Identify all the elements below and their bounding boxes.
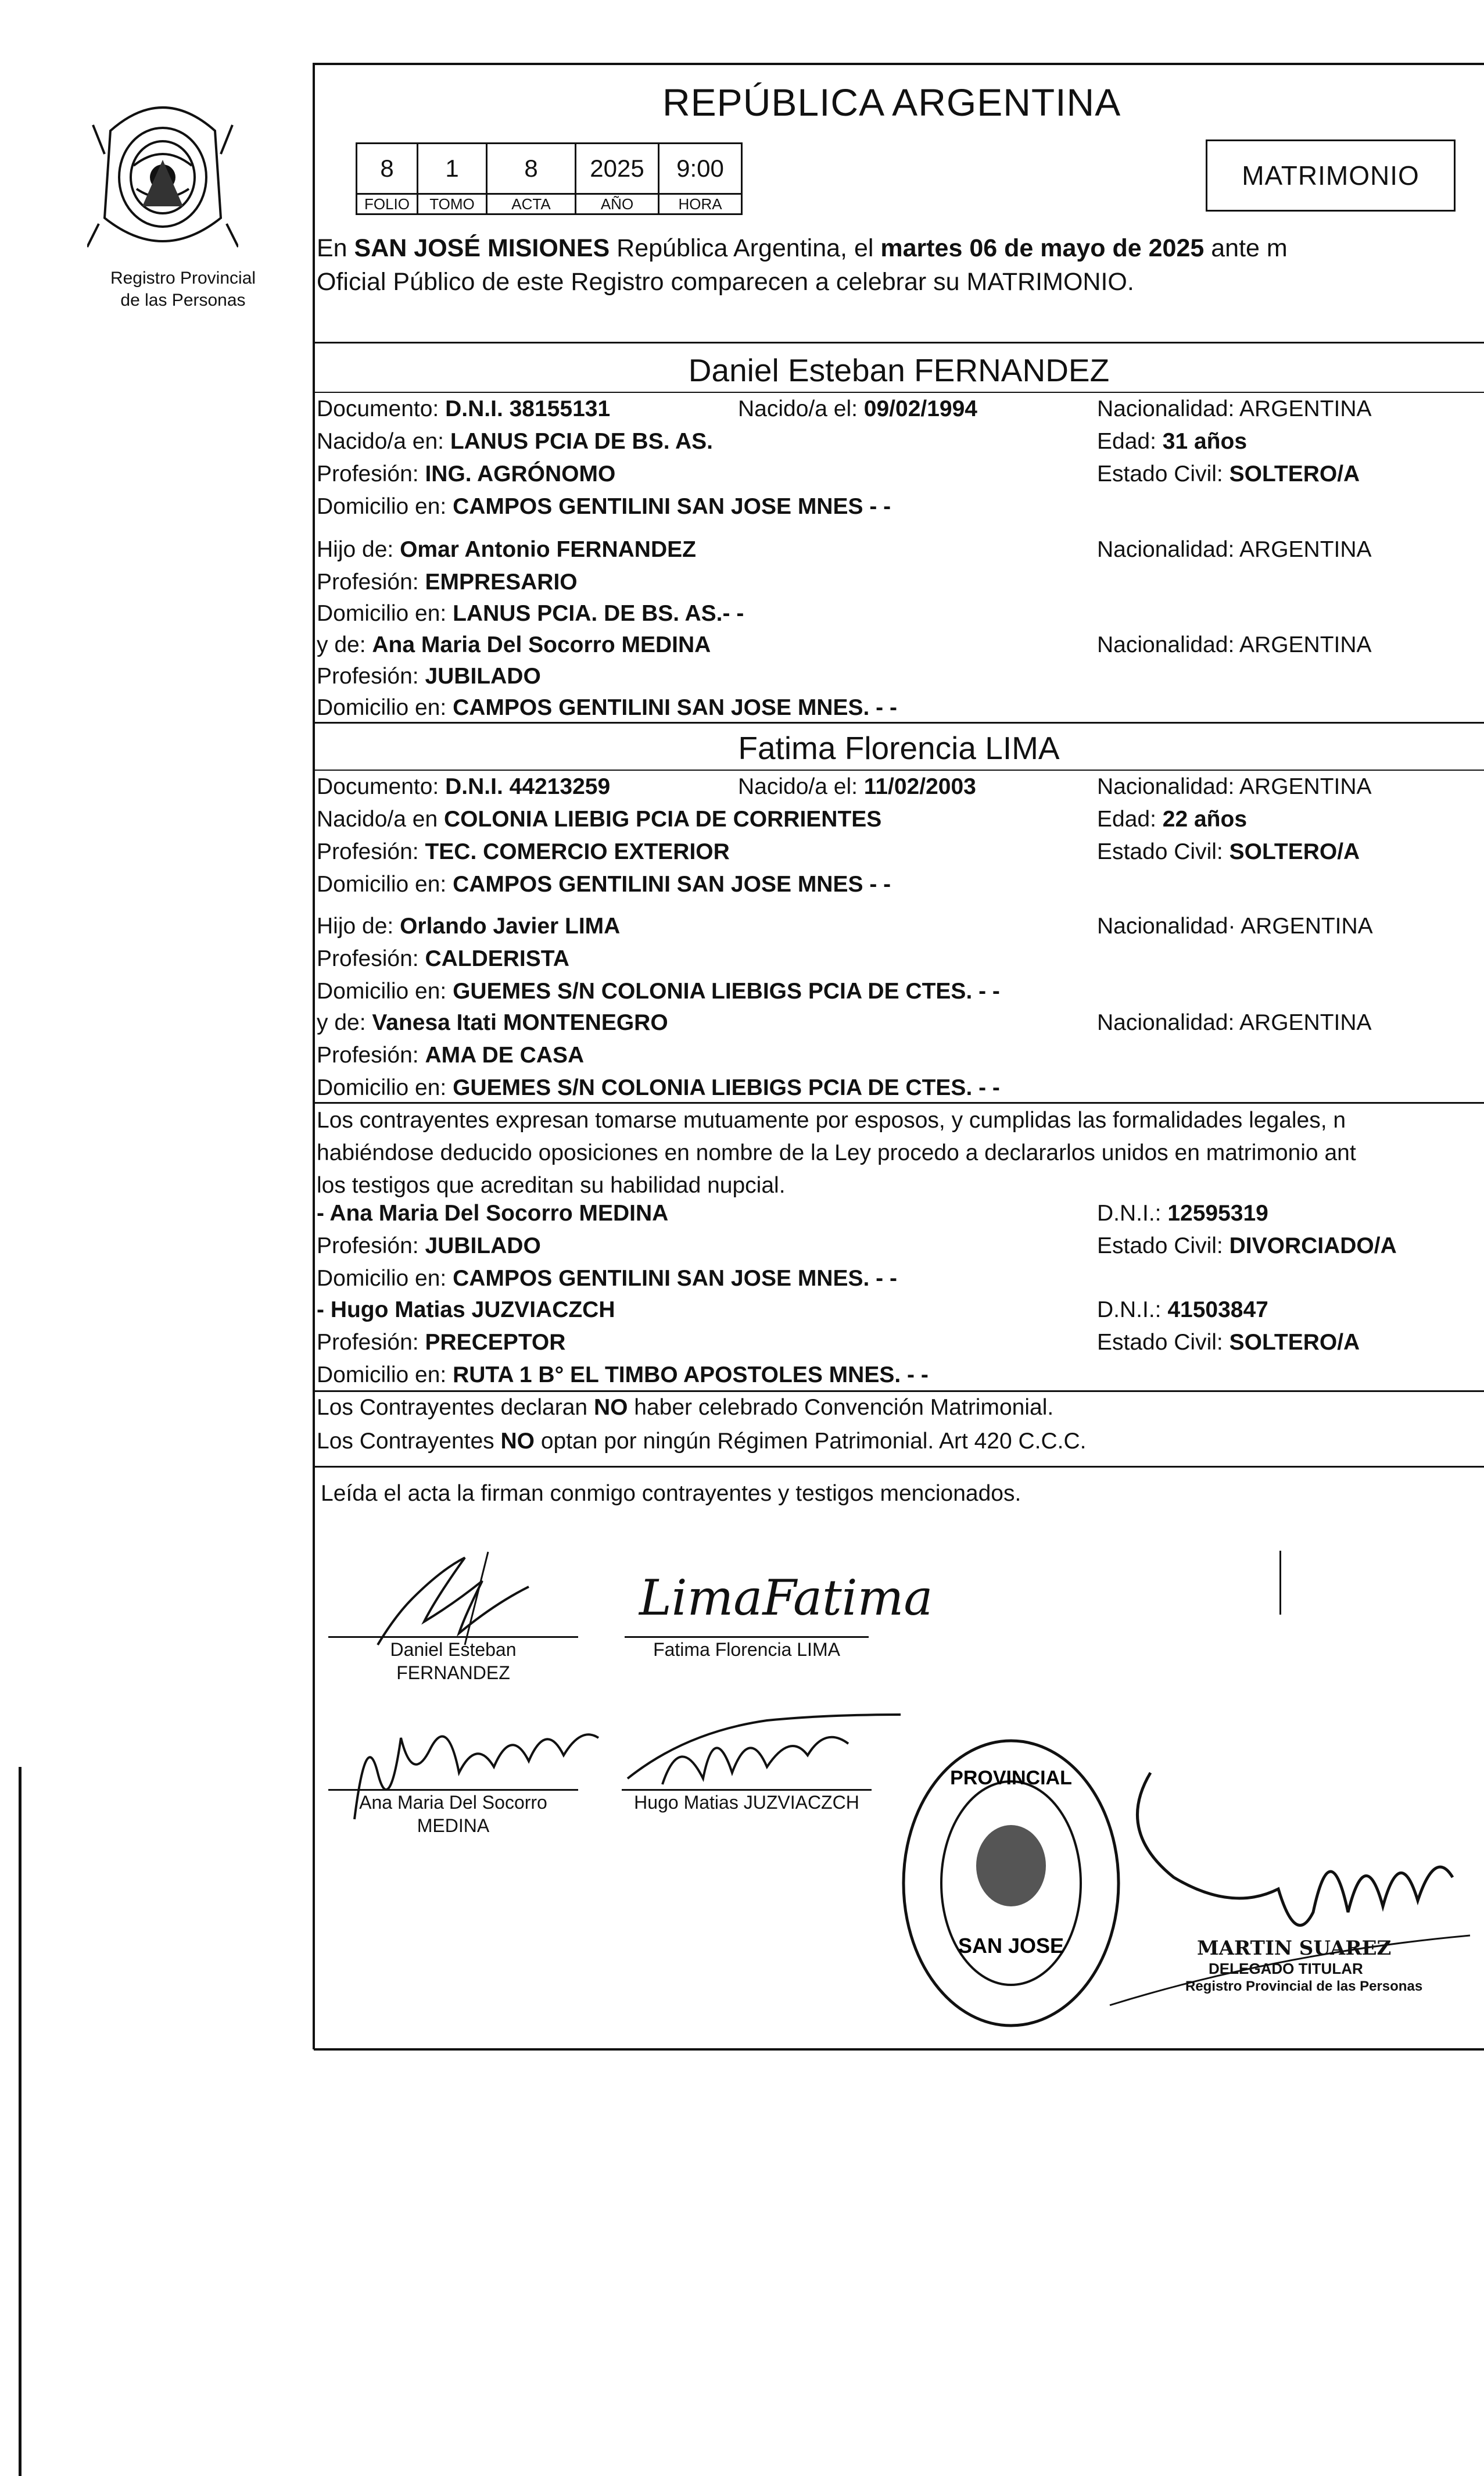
divider-header (314, 342, 1484, 344)
bride-father-address: Domicilio en: GUEMES S/N COLONIA LIEBIGS PCIA DE CTES. - - (317, 979, 1000, 1004)
bride-document: Documento: D.N.I. 44213259 (317, 774, 611, 799)
divider-regime (314, 1466, 1484, 1468)
intro-date: martes 06 de mayo de 2025 (880, 234, 1205, 262)
bride-birthplace: Nacido/a en COLONIA LIEBIG PCIA DE CORRIENTES (317, 807, 882, 832)
bride-father-profession: Profesión: CALDERISTA (317, 946, 569, 971)
bride-father-nationality: Nacionalidad· ARGENTINA (1097, 914, 1373, 939)
intro-place: SAN JOSÉ MISIONES (354, 234, 610, 262)
bride-signature-label: Fatima Florencia LIMA (653, 1639, 840, 1660)
divider-witnesses (314, 1390, 1484, 1392)
divider-groom-name (314, 392, 1484, 393)
witness-1-profession: Profesión: JUBILADO (317, 1233, 541, 1258)
acta-label: ACTA (487, 194, 576, 214)
groom-age: Edad: 31 años (1097, 429, 1248, 454)
regime-patrimonial: Los Contrayentes NO optan por ningún Régimen Patrimonial. Art 420 C.C.C. (317, 1429, 1087, 1454)
acta-value: 8 (487, 144, 576, 194)
groom-mother-profession: Profesión: JUBILADO (317, 664, 541, 689)
frame-top-border (314, 63, 1484, 65)
bride-mother: y de: Vanesa Itati MONTENEGRO (317, 1010, 668, 1035)
groom-father-profession: Profesión: EMPRESARIO (317, 570, 578, 595)
groom-signature (354, 1534, 552, 1651)
groom-father: Hijo de: Omar Antonio FERNANDEZ (317, 537, 696, 562)
officer-role: DELEGADO TITULAR (1209, 1960, 1363, 1977)
registry-seal-logo (87, 90, 238, 270)
groom-birthdate: Nacido/a el: 09/02/1994 (738, 396, 977, 421)
registry-stamp (895, 1732, 1127, 2034)
record-type-box: MATRIMONIO (1206, 139, 1456, 212)
bride-age: Edad: 22 años (1097, 807, 1248, 832)
groom-father-address: Domicilio en: LANUS PCIA. DE BS. AS.- - (317, 601, 744, 626)
declaration-line-3: los testigos que acreditan su habilidad nupcial. (317, 1173, 786, 1198)
bride-father: Hijo de: Orlando Javier LIMA (317, 914, 621, 939)
witness-2-profession: Profesión: PRECEPTOR (317, 1330, 566, 1355)
tomo-label: TOMO (418, 194, 487, 214)
witness-1-address: Domicilio en: CAMPOS GENTILINI SAN JOSE MNES. - - (317, 1266, 897, 1291)
bride-profession: Profesión: TEC. COMERCIO EXTERIOR (317, 839, 730, 864)
regime-convention: Los Contrayentes declaran NO haber celebrado Convención Matrimonial. (317, 1395, 1054, 1420)
bride-nationality: Nacionalidad: ARGENTINA (1097, 774, 1372, 799)
bride-mother-profession: Profesión: AMA DE CASA (317, 1043, 585, 1068)
declaration-line-2: habiéndose deducido oposiciones en nombre de la Ley procedo a declararlos unidos en matrimonio ant (317, 1140, 1356, 1165)
officer-name: MARTIN SUAREZ (1197, 1937, 1392, 1960)
intro-text-2: República Argentina, el (610, 234, 881, 262)
witness-2-address: Domicilio en: RUTA 1 B° EL TIMBO APOSTOLES MNES. - - (317, 1362, 929, 1387)
witness-1-dni: D.N.I.: 12595319 (1097, 1201, 1268, 1226)
registry-caption-line1: Registro Provincial (110, 269, 256, 288)
groom-nationality: Nacionalidad: ARGENTINA (1097, 396, 1372, 421)
hour-label: HORA (659, 194, 742, 214)
year-value: 2025 (576, 144, 659, 194)
groom-mother-nationality: Nacionalidad: ARGENTINA (1097, 632, 1372, 657)
declaration-paragraph (317, 1104, 1356, 1202)
intro-text-1: En (317, 234, 354, 262)
folio-value: 8 (357, 144, 418, 194)
bride-mother-address: Domicilio en: GUEMES S/N COLONIA LIEBIGS PCIA DE CTES. - - (317, 1075, 1000, 1100)
officer-org: Registro Provincial de las Personas (1185, 1978, 1423, 1994)
groom-document: Documento: D.N.I. 38155131 (317, 396, 611, 421)
bride-address: Domicilio en: CAMPOS GENTILINI SAN JOSE MNES - - (317, 872, 891, 897)
bride-civil-status: Estado Civil: SOLTERO/A (1097, 839, 1360, 864)
witness-1-civil-status: Estado Civil: DIVORCIADO/A (1097, 1233, 1397, 1258)
folio-label: FOLIO (357, 194, 418, 214)
groom-address: Domicilio en: CAMPOS GENTILINI SAN JOSE MNES - - (317, 494, 891, 519)
left-margin-bar (19, 1767, 21, 2476)
groom-civil-status: Estado Civil: SOLTERO/A (1097, 461, 1360, 486)
intro-line-2: Oficial Público de este Registro comparecen a celebrar su MATRIMONIO. (317, 268, 1134, 296)
year-label: AÑO (576, 194, 659, 214)
closing-statement: Leída el acta la firman conmigo contrayentes y testigos mencionados. (321, 1481, 1021, 1506)
svg-text:PROVINCIAL: PROVINCIAL (950, 1767, 1072, 1789)
bride-mother-nationality: Nacionalidad: ARGENTINA (1097, 1010, 1372, 1035)
witness-1-name: - Ana Maria Del Socorro MEDINA (317, 1201, 669, 1226)
record-info-table (356, 142, 743, 215)
groom-birthplace: Nacido/a en: LANUS PCIA DE BS. AS. (317, 429, 713, 454)
bride-birthdate: Nacido/a el: 11/02/2003 (738, 774, 976, 799)
intro-paragraph (317, 231, 1288, 299)
witness-2-signature-label: Hugo Matias JUZVIACZCH (634, 1792, 859, 1813)
frame-bottom-border (314, 2048, 1484, 2051)
witness-2-name: - Hugo Matias JUZVIACZCH (317, 1297, 615, 1322)
divider-bride (314, 1102, 1484, 1104)
intro-text-3: ante m (1204, 234, 1288, 262)
document-title: REPÚBLICA ARGENTINA (662, 81, 1121, 124)
margin-dash (1279, 1551, 1281, 1615)
registry-caption (78, 267, 288, 312)
divider-bride-name (314, 770, 1484, 771)
groom-mother: y de: Ana Maria Del Socorro MEDINA (317, 632, 711, 657)
bride-name-heading: Fatima Florencia LIMA (738, 730, 1060, 766)
witness-2-civil-status: Estado Civil: SOLTERO/A (1097, 1330, 1360, 1355)
groom-profession: Profesión: ING. AGRÓNOMO (317, 461, 616, 486)
hour-value: 9:00 (659, 144, 742, 194)
tomo-value: 1 (418, 144, 487, 194)
registry-caption-line2: de las Personas (120, 291, 246, 310)
bride-signature: LimaFatima (639, 1569, 933, 1626)
stamp-center-text: SAN JOSE (958, 1934, 1064, 1958)
groom-mother-address: Domicilio en: CAMPOS GENTILINI SAN JOSE MNES. - - (317, 695, 897, 720)
groom-signature-label: Daniel Esteban FERNANDEZ (390, 1639, 517, 1683)
declaration-line-1: Los contrayentes expresan tomarse mutuamente por esposos, y cumplidas las formalidades legales, n (317, 1108, 1346, 1133)
divider-groom (314, 722, 1484, 724)
witness-1-signature-label: Ana Maria Del Socorro MEDINA (359, 1792, 547, 1836)
groom-father-nationality: Nacionalidad: ARGENTINA (1097, 537, 1372, 562)
groom-name-heading: Daniel Esteban FERNANDEZ (688, 352, 1110, 388)
witness-2-dni: D.N.I.: 41503847 (1097, 1297, 1268, 1322)
